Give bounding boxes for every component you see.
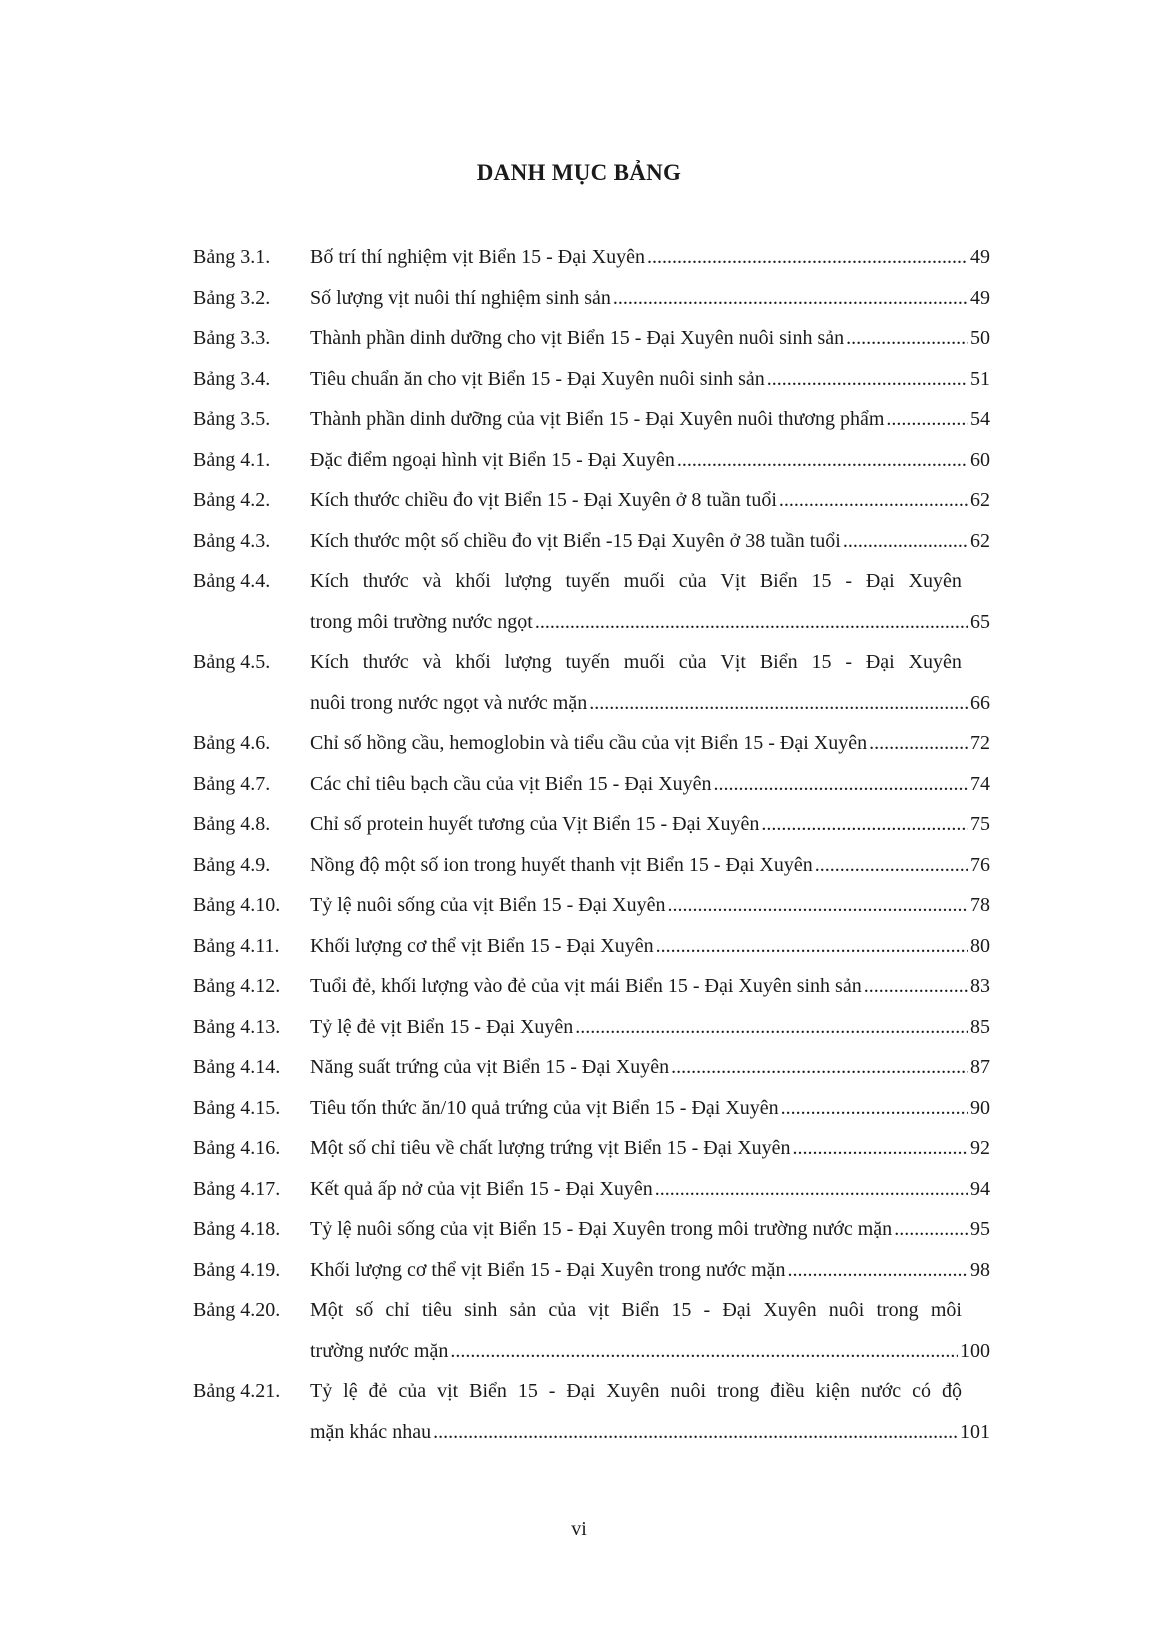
leader-dots	[647, 245, 968, 269]
table-of-contents	[0, 237, 1158, 1452]
toc-entry[interactable]	[0, 764, 1158, 805]
table-label: Bảng 4.2.	[193, 489, 271, 511]
table-label: Bảng 4.1.	[193, 448, 271, 471]
title-word: đẻ	[368, 1380, 388, 1402]
leader-dots	[575, 1015, 968, 1039]
toc-entry[interactable]	[0, 966, 1158, 1007]
leader-dots	[894, 1217, 968, 1241]
toc-entry-continuation[interactable]	[0, 602, 1158, 643]
leader-dots	[779, 488, 968, 512]
toc-entry[interactable]	[0, 1088, 1158, 1129]
leader-dots	[535, 610, 968, 634]
page-number: 50	[970, 327, 990, 349]
page-number: 54	[970, 408, 990, 430]
title-word: Biển	[621, 1299, 660, 1321]
table-label: Bảng 4.6.	[193, 732, 271, 754]
page-number: 95	[970, 1218, 990, 1240]
table-title: Khối lượng cơ thể vịt Biển 15 - Đại Xuyên trong nước mặn	[310, 1258, 786, 1281]
title-word: sản	[509, 1299, 537, 1321]
toc-entry-continuation[interactable]	[0, 1331, 1158, 1372]
title-word: nước	[860, 1380, 902, 1402]
title-word: tiêu	[421, 1299, 452, 1321]
title-word: Kích	[310, 570, 349, 592]
leader-dots	[668, 893, 969, 917]
table-title: Tỷ lệ nuôi sống của vịt Biển 15 - Đại Xuyên	[310, 894, 666, 916]
table-label: Bảng 4.3.	[193, 529, 271, 552]
title-word: điều	[770, 1380, 805, 1402]
table-label: Bảng 4.19.	[193, 1258, 281, 1281]
page-number: 83	[970, 975, 990, 997]
title-word: muối	[623, 651, 665, 673]
page-number: 62	[970, 489, 990, 511]
page-title: DANH MỤC BẢNG	[476, 160, 682, 185]
table-label: Bảng 4.9.	[193, 853, 271, 876]
table-label: Bảng 4.12.	[193, 975, 281, 997]
table-label: Bảng 3.1.	[193, 246, 271, 268]
leader-dots	[846, 326, 968, 350]
page-number: 80	[970, 934, 990, 957]
title-word: Vịt	[720, 651, 746, 673]
leader-dots	[450, 1339, 958, 1363]
table-title: Tỷ lệ nuôi sống của vịt Biển 15 - Đại Xuyên trong môi trường nước mặn	[310, 1218, 893, 1240]
table-title: Các chỉ tiêu bạch cầu của vịt Biển 15 - Đại Xuyên	[310, 772, 712, 795]
toc-entry[interactable]	[0, 1007, 1158, 1048]
toc-entry[interactable]	[0, 723, 1158, 764]
title-word: Xuyên	[763, 1299, 817, 1321]
title-word: Đại	[566, 1380, 596, 1402]
title-word: lượng	[504, 570, 552, 592]
page-number: 100	[960, 1339, 990, 1362]
title-word: nuôi	[670, 1380, 707, 1402]
table-title: Chỉ số hồng cầu, hemoglobin và tiểu cầu của vịt Biển 15 - Đại Xuyên	[310, 732, 868, 754]
table-label: Bảng 4.11.	[193, 934, 280, 957]
title-word: và	[422, 651, 442, 673]
title-word: lệ	[343, 1380, 358, 1402]
table-title: Kích thước chiều đo vịt Biển 15 - Đại Xuyên ở 8 tuần tuổi	[310, 489, 777, 511]
toc-entry[interactable]	[0, 561, 1158, 602]
leader-dots	[843, 529, 968, 553]
toc-entry[interactable]	[0, 1047, 1158, 1088]
title-word: tuyến	[565, 570, 610, 592]
title-word: thước	[362, 651, 409, 673]
table-label: Bảng 3.5.	[193, 408, 271, 430]
table-title: Kết quả ấp nở của vịt Biển 15 - Đại Xuyên	[310, 1177, 653, 1200]
toc-entry-continuation[interactable]	[0, 1412, 1158, 1453]
title-word: thước	[362, 570, 409, 592]
title-word: -	[548, 1380, 556, 1402]
title-word: Một	[310, 1299, 344, 1321]
table-title: Đặc điểm ngoại hình vịt Biển 15 - Đại Xuyên	[310, 448, 675, 471]
title-word: Biển	[469, 1380, 507, 1402]
title-word: có	[912, 1380, 932, 1402]
page-number: 94	[970, 1177, 990, 1200]
table-label: Bảng 4.21.	[193, 1380, 281, 1402]
title-word: lượng	[504, 651, 552, 673]
leader-dots	[793, 1136, 968, 1160]
toc-entry[interactable]	[0, 318, 1158, 359]
table-title: Kích thước một số chiều đo vịt Biển -15 Đại Xuyên ở 38 tuần tuổi	[310, 529, 841, 552]
toc-entry[interactable]	[0, 926, 1158, 967]
table-label: Bảng 4.18.	[193, 1218, 281, 1240]
leader-dots	[589, 691, 968, 715]
title-word: Đại	[865, 570, 895, 592]
leader-dots	[761, 812, 968, 836]
title-word: Kích	[310, 651, 349, 673]
title-word: Đại	[722, 1299, 752, 1321]
table-label: Bảng 4.5.	[193, 651, 271, 673]
table-label: Bảng 3.4.	[193, 367, 271, 390]
title-word: của	[678, 651, 707, 673]
table-label: Bảng 4.13.	[193, 1015, 281, 1038]
toc-entry[interactable]	[0, 399, 1158, 440]
title-word: 15	[671, 1299, 692, 1321]
title-word: Biển	[759, 651, 798, 673]
table-title: Nồng độ một số ion trong huyết thanh vịt Biển 15 - Đại Xuyên	[310, 853, 813, 876]
title-word: -	[845, 651, 852, 673]
leader-dots	[714, 772, 968, 796]
toc-entry[interactable]	[0, 1209, 1158, 1250]
title-word: 15	[811, 570, 832, 592]
table-title: Năng suất trứng của vịt Biển 15 - Đại Xuyên	[310, 1056, 670, 1078]
toc-entry-continuation[interactable]	[0, 683, 1158, 724]
title-word: Xuyên	[606, 1380, 660, 1402]
toc-entry[interactable]	[0, 845, 1158, 886]
title-word: nuôi	[828, 1299, 865, 1321]
title-word: của	[398, 1380, 427, 1402]
leader-dots	[864, 974, 968, 998]
table-title-line-1	[310, 569, 962, 593]
page-number: 62	[970, 529, 990, 552]
table-title: Bố trí thí nghiệm vịt Biển 15 - Đại Xuyên	[310, 246, 645, 268]
title-word: -	[845, 570, 852, 592]
title-word: -	[703, 1299, 711, 1321]
table-title-line-2: trường nước mặn	[310, 1339, 449, 1362]
page-number: 85	[970, 1015, 990, 1038]
table-label: Bảng 4.17.	[193, 1177, 281, 1200]
toc-entry[interactable]	[0, 885, 1158, 926]
page-number: 90	[970, 1096, 990, 1119]
title-word: Tỷ	[310, 1380, 333, 1402]
title-word: trong	[876, 1299, 919, 1321]
leader-dots	[655, 1177, 968, 1201]
toc-entry[interactable]	[0, 521, 1158, 562]
title-word: tuyến	[565, 651, 610, 673]
title-word: độ	[941, 1380, 962, 1402]
page-number: 76	[970, 853, 990, 876]
table-title: Một số chỉ tiêu về chất lượng trứng vịt Biển 15 - Đại Xuyên	[310, 1137, 791, 1159]
leader-dots	[613, 286, 968, 310]
leader-dots	[788, 1258, 968, 1282]
table-title-line-1	[310, 1298, 962, 1322]
table-title-line-1	[310, 1379, 962, 1403]
title-word: khối	[455, 570, 491, 592]
title-word: trong	[716, 1380, 760, 1402]
page-number: 75	[970, 813, 990, 835]
toc-entry[interactable]	[0, 804, 1158, 845]
table-title: Khối lượng cơ thể vịt Biển 15 - Đại Xuyên	[310, 934, 654, 957]
table-label: Bảng 4.16.	[193, 1137, 281, 1159]
table-title: Thành phần dinh dưỡng của vịt Biển 15 - Đại Xuyên nuôi thương phẩm	[310, 408, 885, 430]
title-word: môi	[930, 1299, 962, 1321]
page-number: 51	[970, 367, 990, 390]
page-number: 60	[970, 448, 990, 471]
toc-entry[interactable]	[0, 1290, 1158, 1331]
page-number: 101	[960, 1420, 990, 1443]
table-label: Bảng 4.10.	[193, 894, 281, 916]
page-number: 92	[970, 1137, 990, 1159]
title-word: Xuyên	[908, 570, 962, 592]
table-label: Bảng 4.20.	[193, 1299, 281, 1321]
title-word: 15	[811, 651, 832, 673]
leader-dots	[781, 1096, 968, 1120]
toc-entry[interactable]	[0, 440, 1158, 481]
title-word: và	[422, 570, 442, 592]
table-title: Tiêu tốn thức ăn/10 quả trứng của vịt Biển 15 - Đại Xuyên	[310, 1096, 779, 1119]
leader-dots	[433, 1420, 958, 1444]
leader-dots	[815, 853, 968, 877]
page-number: 65	[970, 610, 990, 633]
table-label: Bảng 4.8.	[193, 813, 271, 835]
page-number: 66	[970, 691, 990, 714]
table-title-line-1	[310, 650, 962, 674]
title-word: Vịt	[720, 570, 746, 592]
title-word: sinh	[464, 1299, 498, 1321]
table-title-line-2: mặn khác nhau	[310, 1420, 432, 1443]
title-word: của	[678, 570, 707, 592]
leader-dots	[677, 448, 968, 472]
table-label: Bảng 4.15.	[193, 1096, 281, 1119]
toc-entry[interactable]	[0, 480, 1158, 521]
toc-entry[interactable]	[0, 1250, 1158, 1291]
table-title-line-2: nuôi trong nước ngọt và nước mặn	[310, 691, 588, 714]
page-number: 74	[970, 772, 990, 795]
title-word: kiện	[815, 1380, 850, 1402]
page-number: 87	[970, 1056, 990, 1078]
leader-dots	[656, 934, 968, 958]
toc-entry[interactable]	[0, 237, 1158, 278]
title-word: vịt	[588, 1299, 610, 1321]
table-label: Bảng 4.7.	[193, 772, 271, 795]
title-word: Đại	[865, 651, 895, 673]
title-word: muối	[623, 570, 665, 592]
table-label: Bảng 3.3.	[193, 327, 271, 349]
title-word: khối	[455, 651, 491, 673]
page-number: 49	[970, 286, 990, 309]
page-number: 78	[970, 894, 990, 916]
table-label: Bảng 4.4.	[193, 570, 271, 592]
table-label: Bảng 3.2.	[193, 286, 271, 309]
title-word: Biển	[759, 570, 798, 592]
toc-entry[interactable]	[0, 359, 1158, 400]
leader-dots	[671, 1055, 968, 1079]
table-title-line-2: trong môi trường nước ngọt	[310, 610, 533, 633]
title-word: vịt	[437, 1380, 459, 1402]
title-word: số	[355, 1299, 374, 1321]
toc-entry[interactable]	[0, 1169, 1158, 1210]
title-word: 15	[517, 1380, 538, 1402]
page-footer-number: vi	[571, 1518, 587, 1540]
toc-entry[interactable]	[0, 642, 1158, 683]
table-title: Tiêu chuẩn ăn cho vịt Biển 15 - Đại Xuyên nuôi sinh sản	[310, 367, 765, 390]
title-word: của	[548, 1299, 577, 1321]
table-label: Bảng 4.14.	[193, 1056, 281, 1078]
table-title: Chỉ số protein huyết tương của Vịt Biển 15 - Đại Xuyên	[310, 813, 760, 835]
page-number: 98	[970, 1258, 990, 1281]
table-title: Số lượng vịt nuôi thí nghiệm sinh sản	[310, 286, 611, 309]
table-title: Tuổi đẻ, khối lượng vào đẻ của vịt mái Biển 15 - Đại Xuyên sinh sản	[310, 975, 862, 997]
table-title: Thành phần dinh dưỡng cho vịt Biển 15 - Đại Xuyên nuôi sinh sản	[310, 327, 845, 349]
title-word: chỉ	[385, 1299, 410, 1321]
page-number: 49	[970, 246, 990, 268]
title-word: Xuyên	[908, 651, 962, 673]
leader-dots	[886, 407, 968, 431]
table-title: Tỷ lệ đẻ vịt Biển 15 - Đại Xuyên	[310, 1015, 574, 1038]
toc-entry[interactable]	[0, 1371, 1158, 1412]
leader-dots	[869, 731, 968, 755]
toc-entry[interactable]	[0, 278, 1158, 319]
page-number: 72	[970, 732, 990, 754]
leader-dots	[767, 367, 968, 391]
toc-entry[interactable]	[0, 1128, 1158, 1169]
